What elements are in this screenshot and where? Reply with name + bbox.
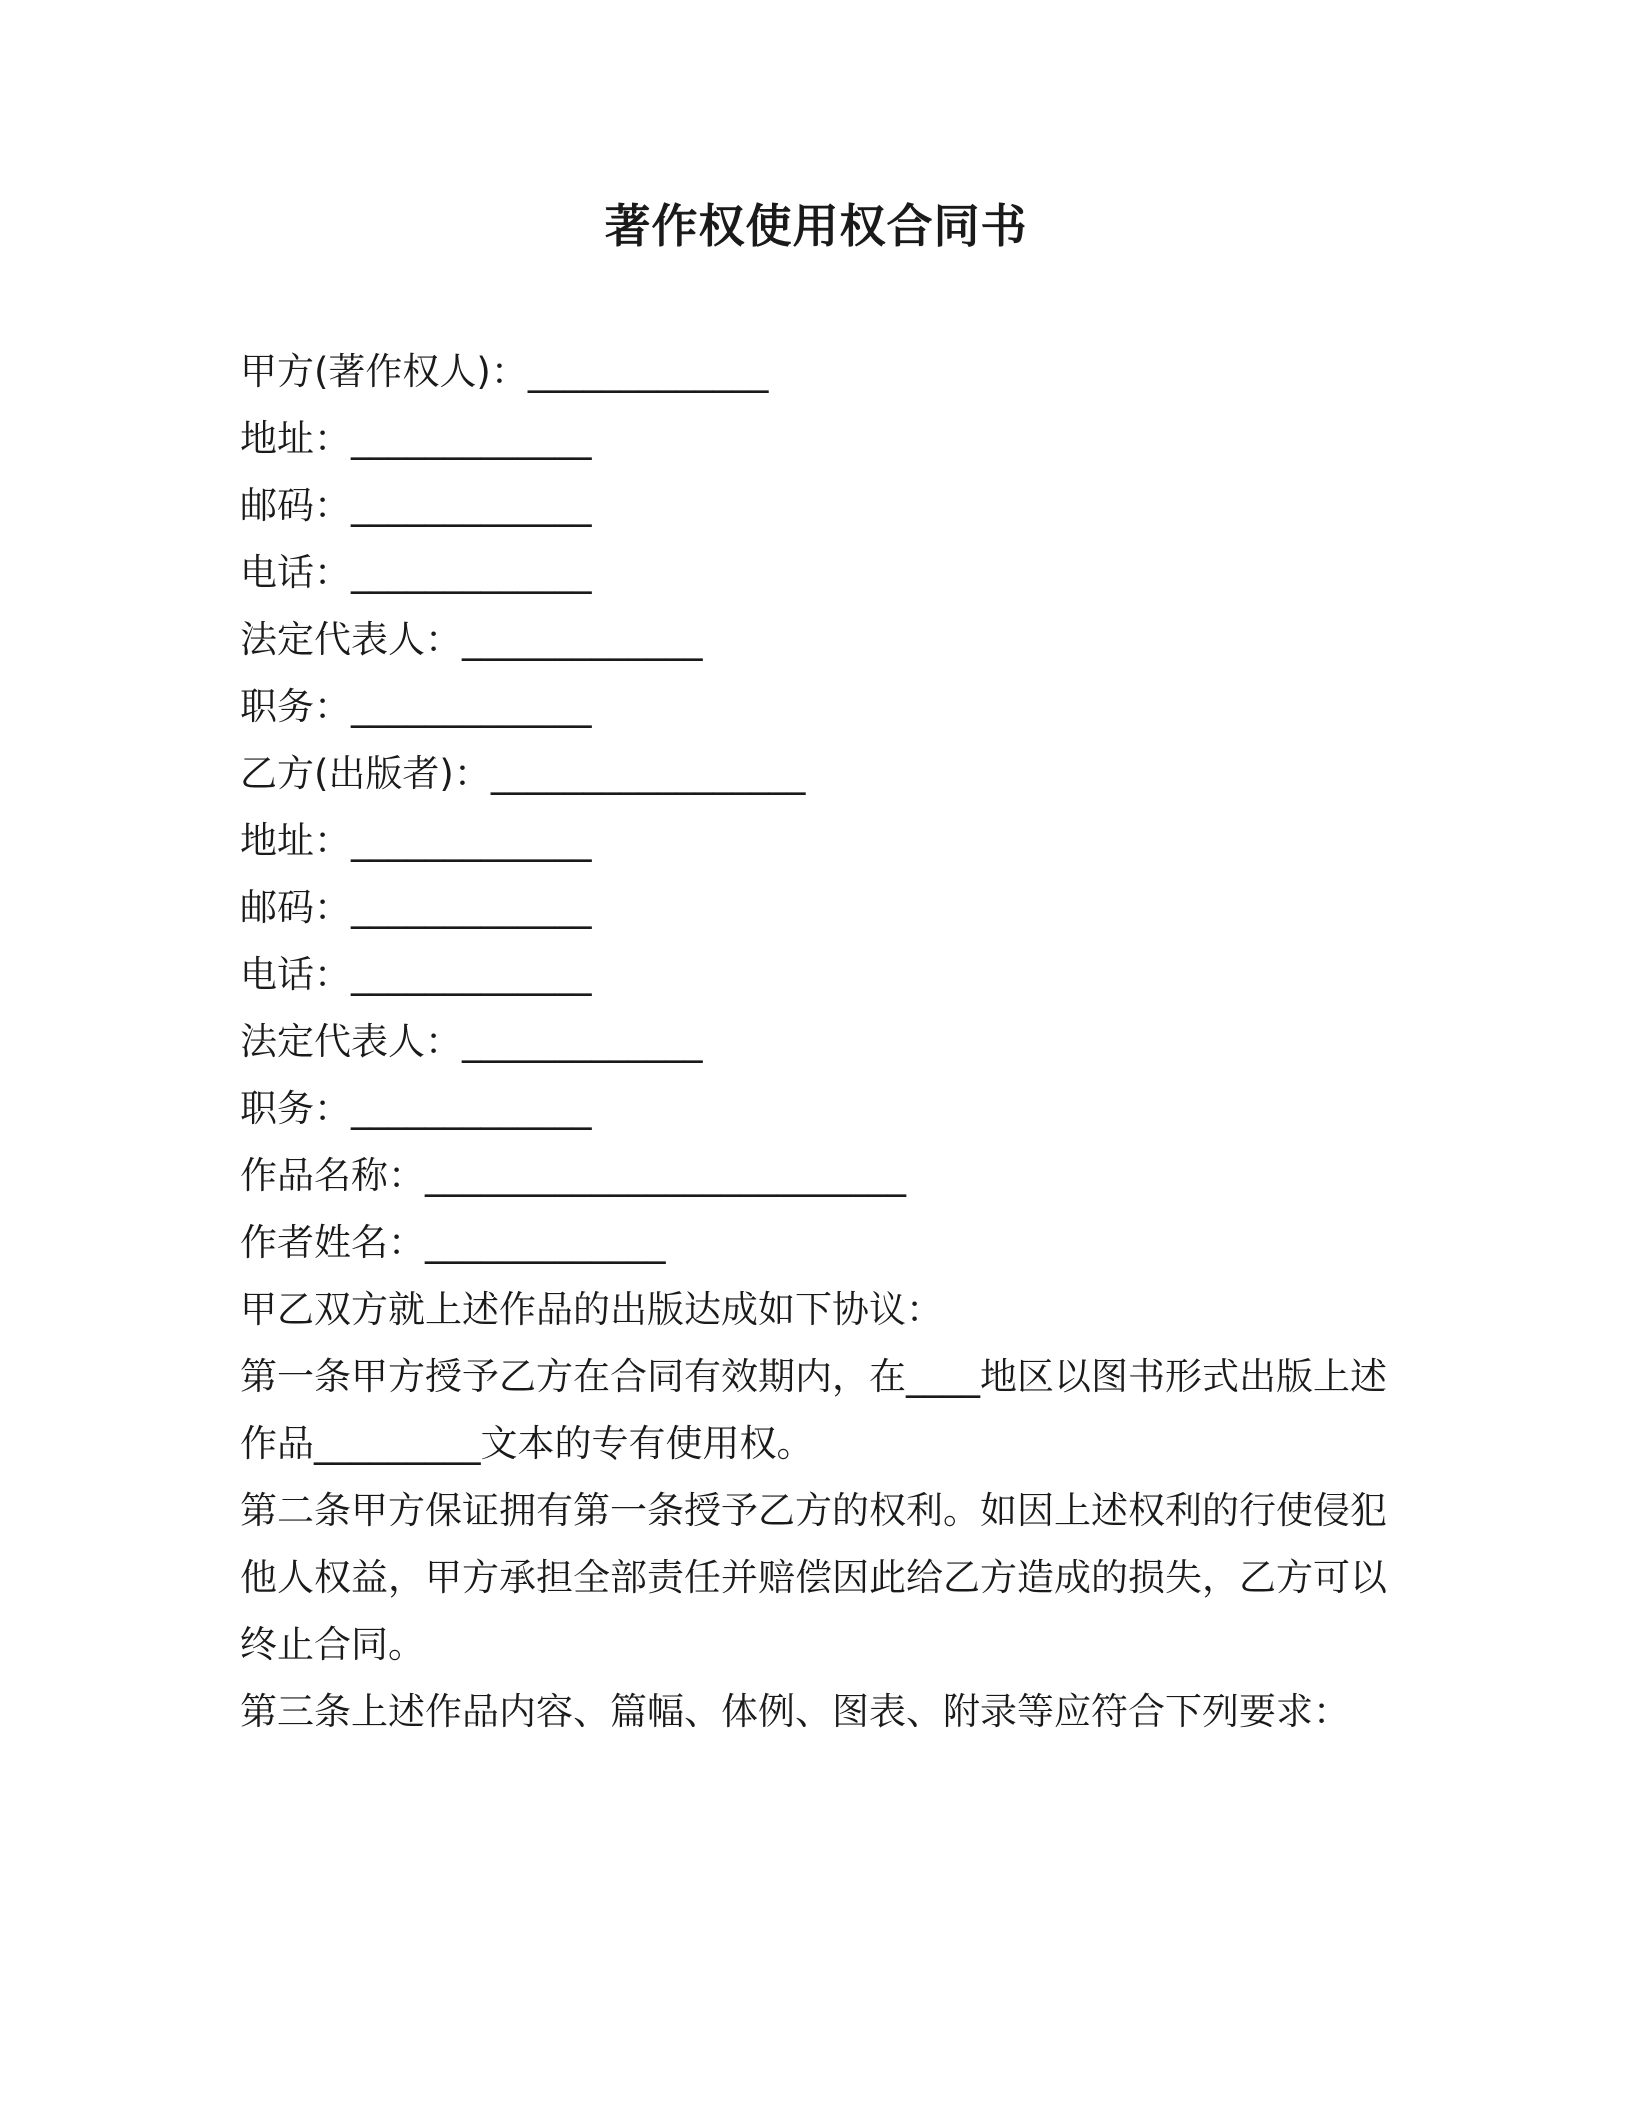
party-a-address-field: 地址：_____________ — [240, 417, 592, 460]
work-title-field: 作品名称：__________________________ — [240, 1154, 906, 1197]
party-a-representative-field: 法定代表人：_____________ — [240, 618, 703, 661]
document-body — [240, 338, 1390, 1745]
party-a-position-field: 职务：_____________ — [240, 685, 592, 728]
agreement-intro: 甲乙双方就上述作品的出版达成如下协议： — [240, 1288, 943, 1331]
party-b-postcode-field: 邮码：_____________ — [240, 886, 592, 929]
party-a-field: 甲方(著作权人)：_____________ — [240, 350, 769, 393]
document-title: 著作权使用权合同书 — [604, 199, 1028, 253]
party-a-postcode-field: 邮码：_____________ — [240, 484, 592, 527]
party-b-field: 乙方(出版者)：_________________ — [240, 752, 806, 795]
clause-3: 第三条上述作品内容、篇幅、体例、图表、附录等应符合下列要求： — [240, 1690, 1350, 1733]
party-b-phone-field: 电话：_____________ — [240, 953, 592, 996]
clause-2: 第二条甲方保证拥有第一条授予乙方的权利。如因上述权利的行使侵犯他人权益，甲方承担全部责任并赔偿因此给乙方造成的损失，乙方可以终止合同。 — [240, 1489, 1387, 1666]
party-b-representative-field: 法定代表人：_____________ — [240, 1020, 703, 1063]
party-b-position-field: 职务：_____________ — [240, 1087, 592, 1130]
author-name-field: 作者姓名：_____________ — [240, 1221, 666, 1264]
clause-1: 第一条甲方授予乙方在合同有效期内，在____地区以图书形式出版上述作品_________文本的专有使用权。 — [240, 1355, 1387, 1465]
party-a-phone-field: 电话：_____________ — [240, 551, 592, 594]
party-b-address-field: 地址：_____________ — [240, 819, 592, 862]
